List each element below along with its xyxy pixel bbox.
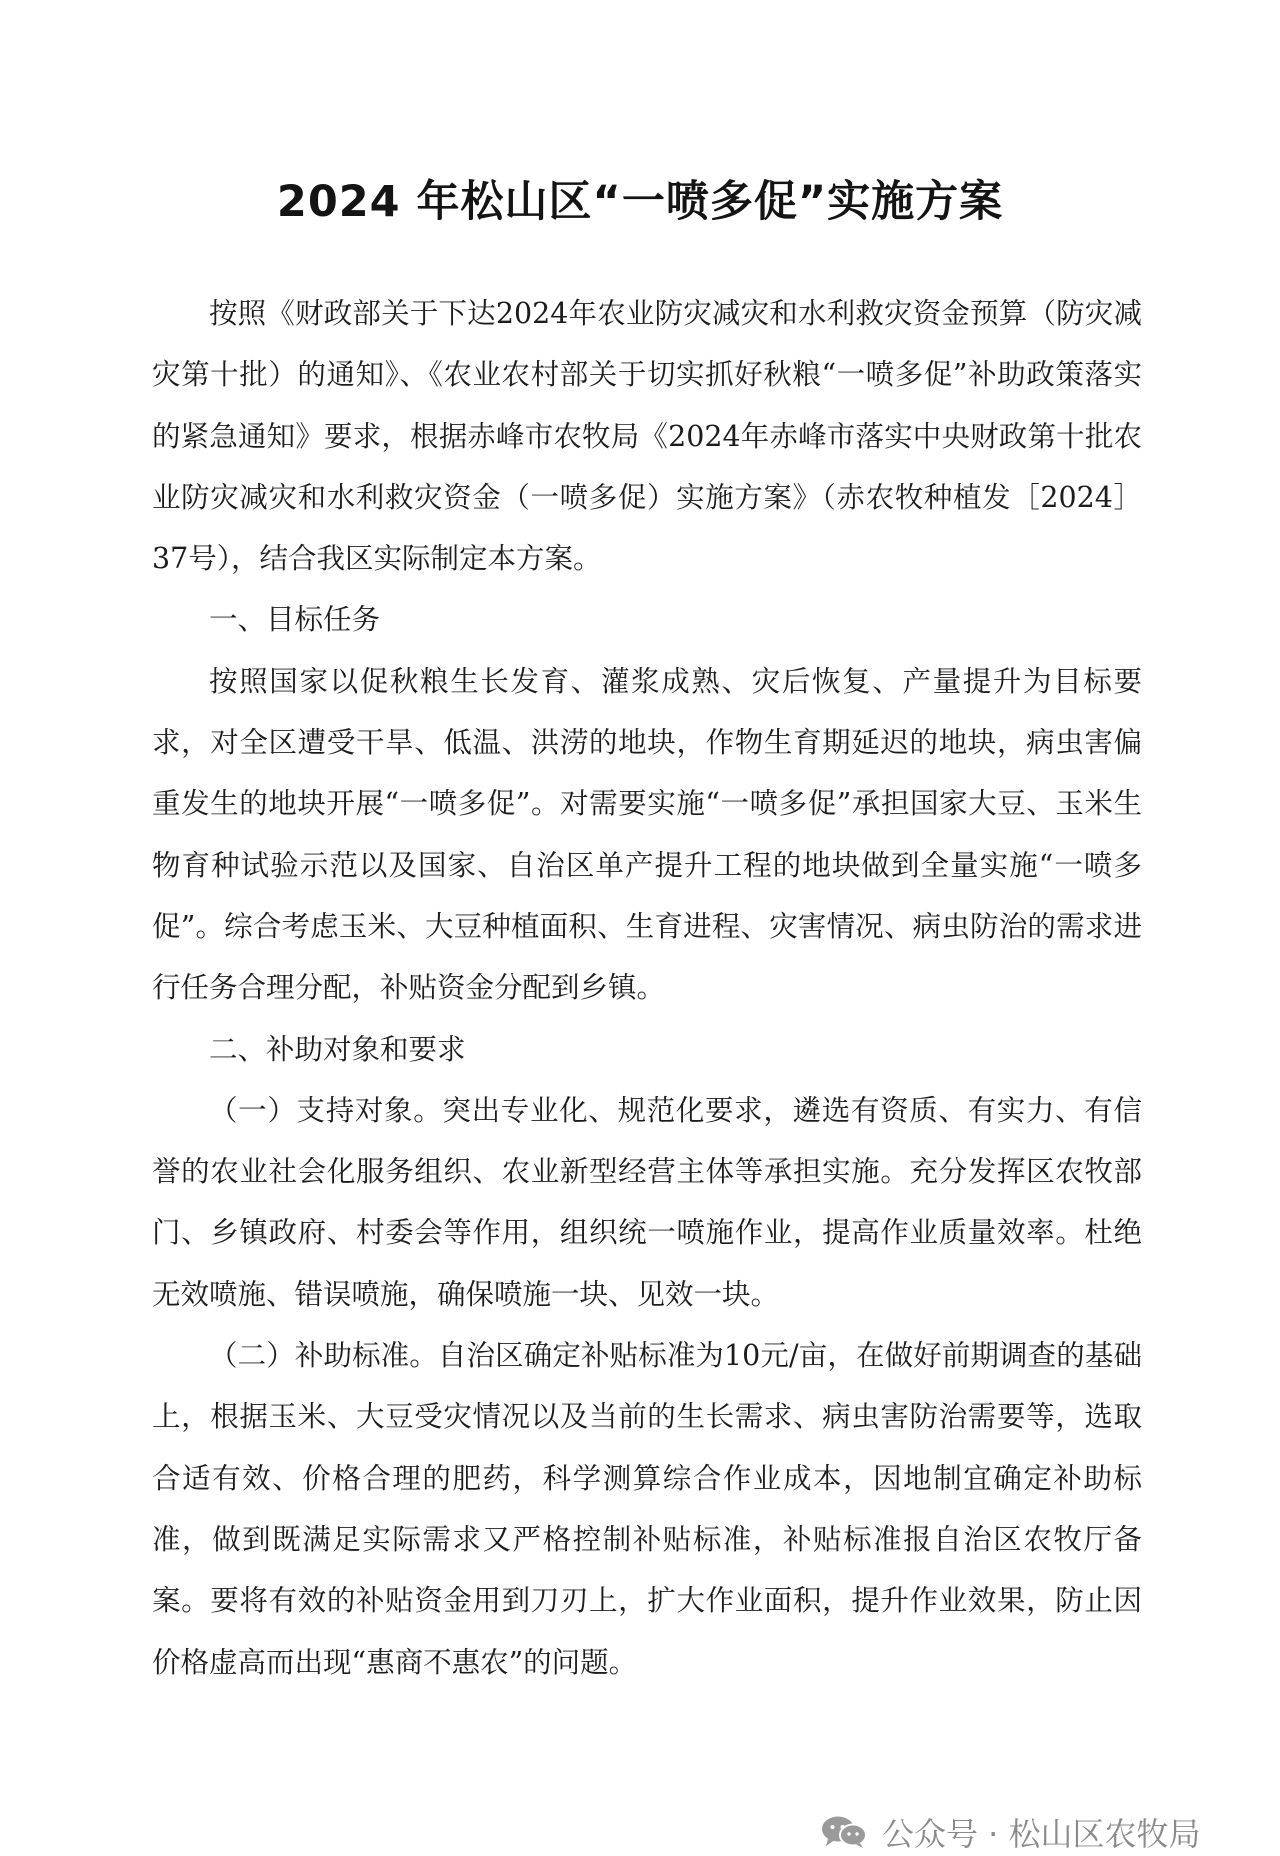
subsidy-standard-paragraph: （二）补助标准。自治区确定补贴标准为10元/亩，在做好前期调查的基础上，根据玉米、大豆受灾情况以及当前的生长需求、病虫害防治需要等，选取合适有效、价格合理的肥药，科学测算综合作业成本，因地制宜确定补助标准，做到既满足实际需求又严格控制补贴标准，补贴标准报自治区农牧厅备案。要将有效的补贴资金用到刀刃上，扩大作业面积，提升作业效果，防止因价格虚高而出现“惠商不惠农”的问题。 xyxy=(152,1339,1142,1679)
document-body xyxy=(152,283,1142,1693)
watermark-text: 公众号 · 松山区农牧局 xyxy=(882,1815,1201,1853)
goals-paragraph: 按照国家以促秋粮生长发育、灌浆成熟、灾后恢复、产量提升为目标要求，对全区遭受干旱、低温、洪涝的地块，作物生育期延迟的地块，病虫害偏重发生的地块开展“一喷多促”。对需要实施“一喷多促”承担国家大豆、玉米生物育种试验示范以及国家、自治区单产提升工程的地块做到全量实施“一喷多促”。综合考虑玉米、大豆种植面积、生育进程、灾害情况、病虫防治的需求进行任务合理分配，补贴资金分配到乡镇。 xyxy=(152,664,1142,1005)
wechat-icon xyxy=(820,1815,868,1849)
document-title: 2024 年松山区“一喷多促”实施方案 xyxy=(276,177,1004,227)
subsidy-target-paragraph: （一）支持对象。突出专业化、规范化要求，遴选有资质、有实力、有信誉的农业社会化服务组织、农业新型经营主体等承担实施。充分发挥区农牧部门、乡镇政府、村委会等作用，组织统一喷施作业，提高作业质量效率。杜绝无效喷施、错误喷施，确保喷施一块、见效一块。 xyxy=(152,1093,1142,1311)
section-heading-goals: 一、目标任务 xyxy=(209,603,381,637)
section-heading-subsidy: 二、补助对象和要求 xyxy=(209,1032,466,1066)
wechat-watermark xyxy=(820,1808,1201,1856)
intro-paragraph: 按照《财政部关于下达2024年农业防灾减灾和水利救灾资金预算（防灾减灾第十批）的通知》、《农业农村部关于切实抓好秋粮“一喷多促”补助政策落实的紧急通知》要求，根据赤峰市农牧局《2024年赤峰市落实中央财政第十批农业防灾减灾和水利救灾资金（一喷多促）实施方案》（赤农牧种植发［2024］37号），结合我区实际制定本方案。 xyxy=(152,297,1142,576)
